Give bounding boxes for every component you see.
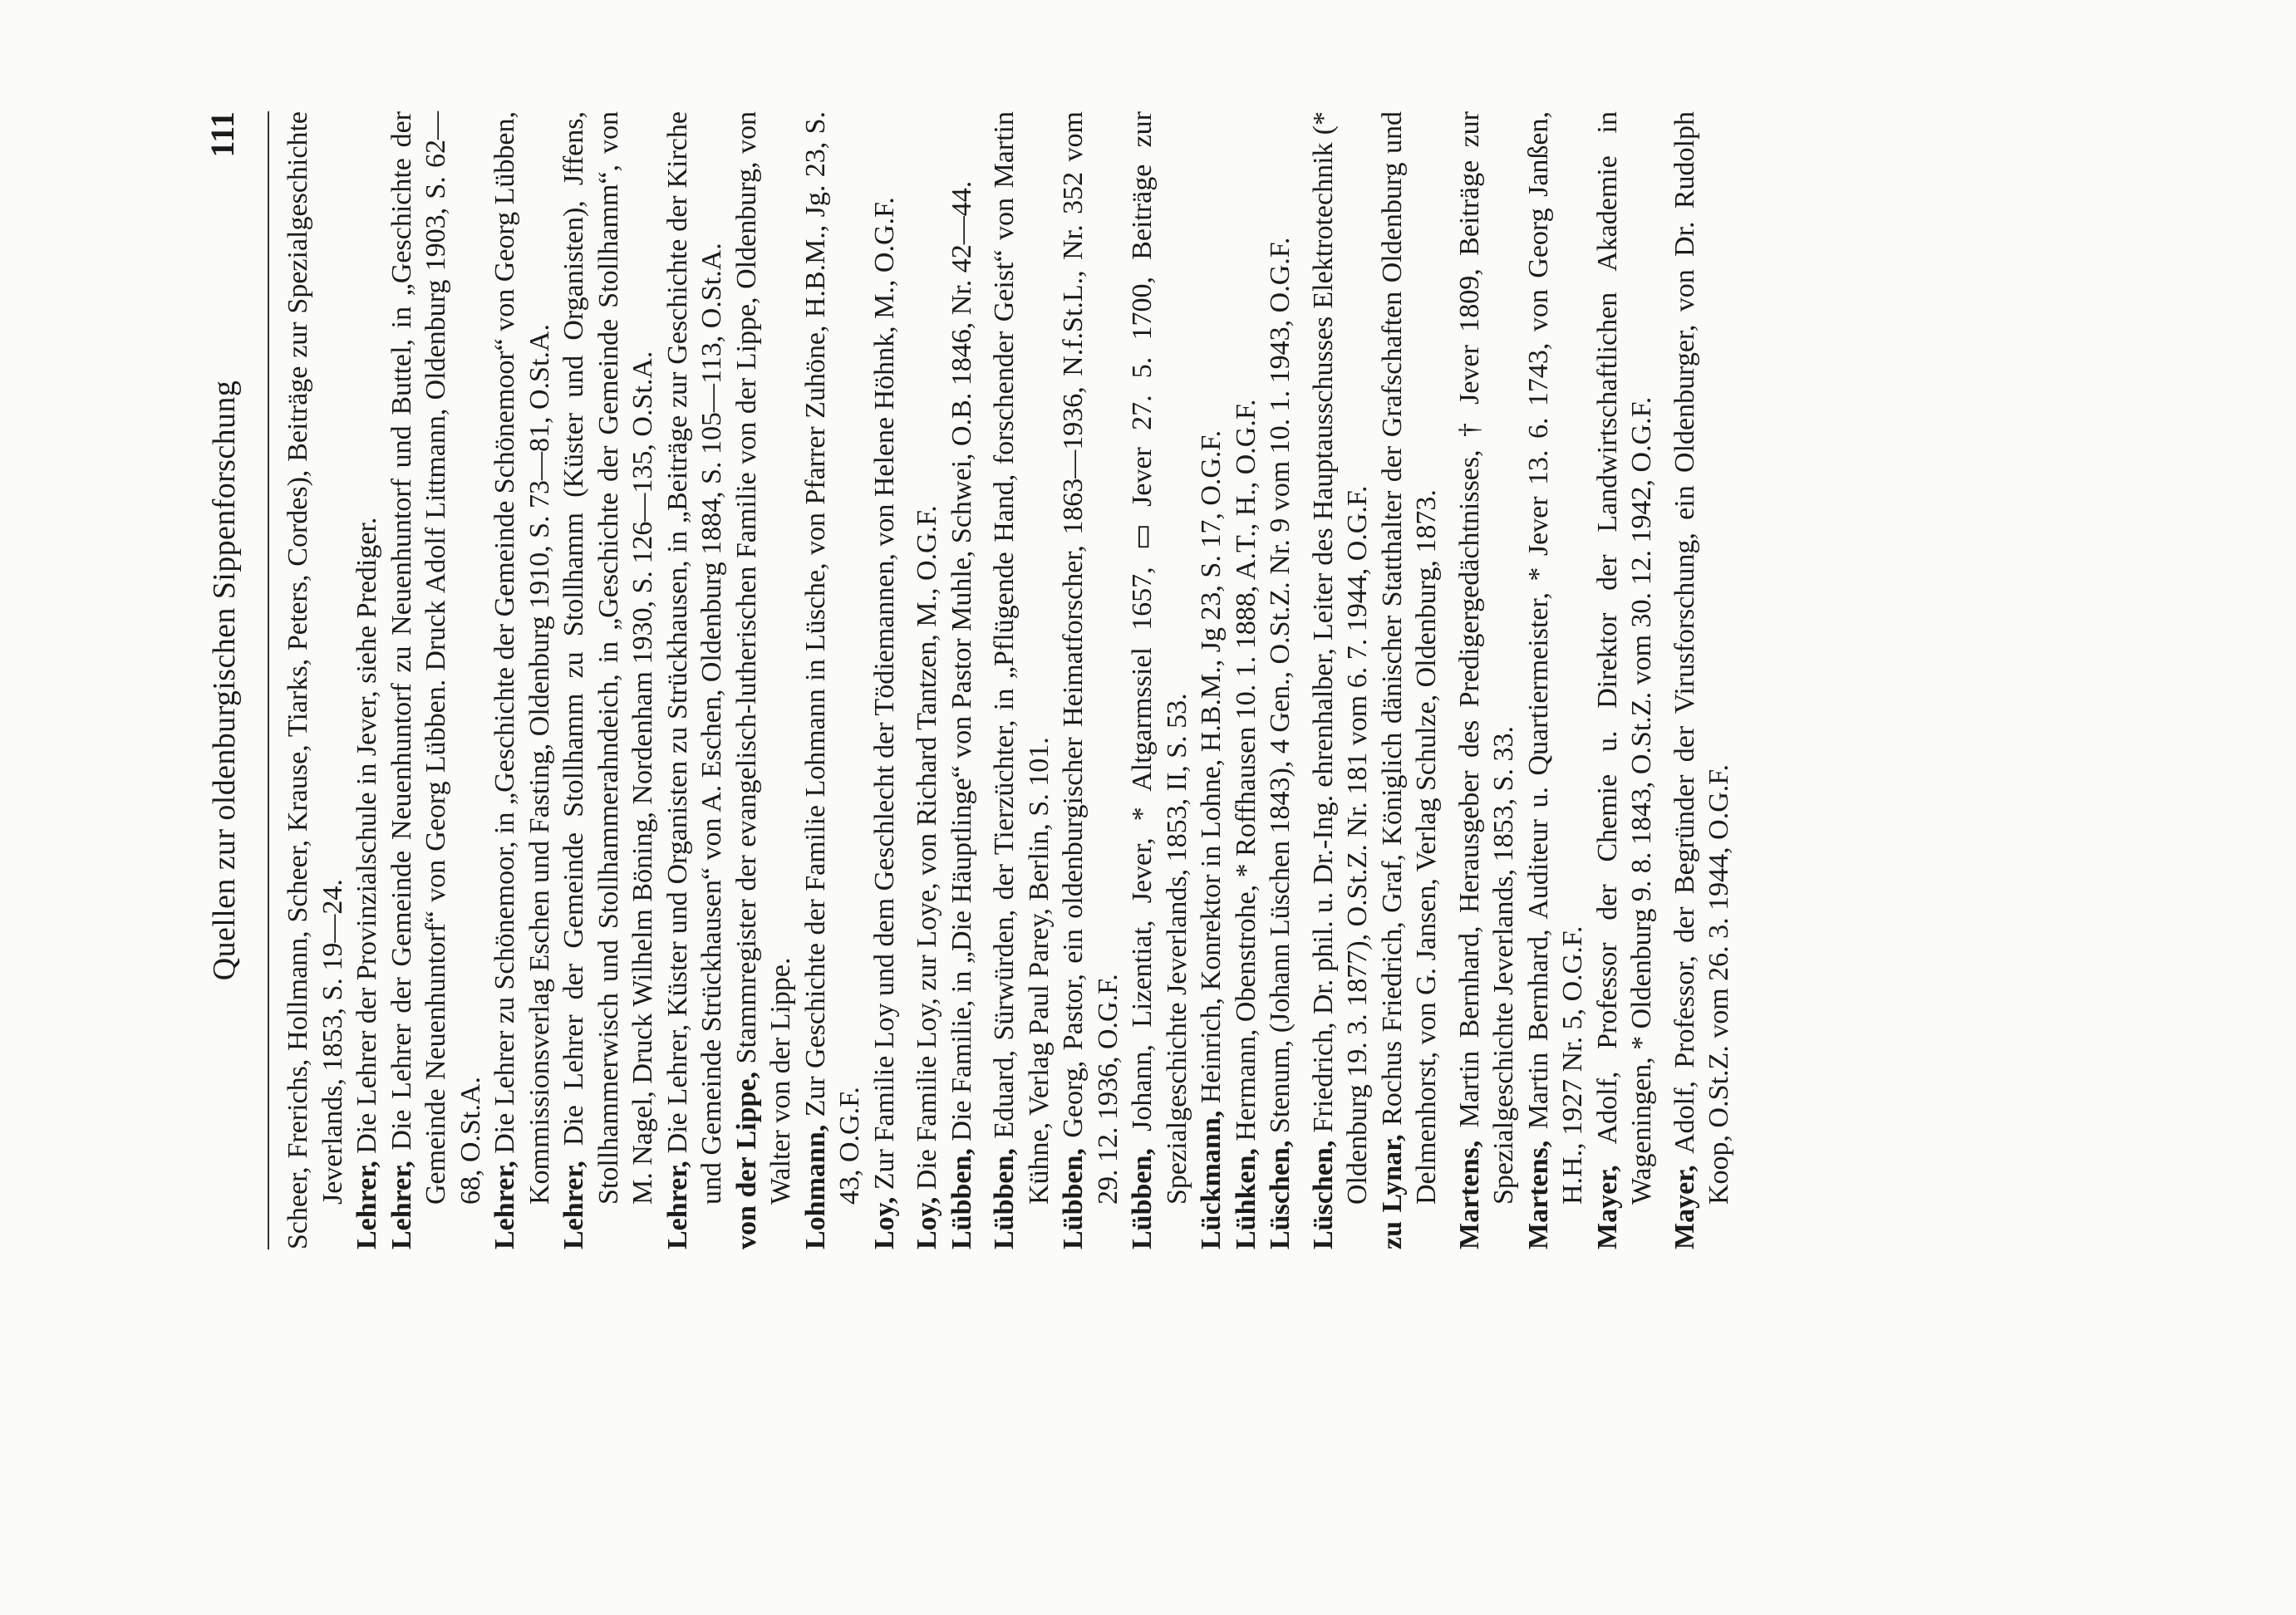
entry-text: Stenum, (Johann Lüschen 1843), 4 Gen., O.St.Z. Nr. 9 vom 10. 1. 1943, O.G.F. xyxy=(1265,237,1295,1141)
entry-lemma: Lehrer, xyxy=(386,1161,417,1249)
entry-text: Die Lehrer, Küster und Organisten zu Strückhausen, in „Beiträge zur Geschichte der Kirche und Gemeinde Strückhausen“ von A. Eschen, Oldenburg 1884, S. 105—113, O.St.A. xyxy=(661,111,727,1205)
entry-lemma: Loy, xyxy=(868,1196,900,1249)
entry-text: Hermann, Obenstrohe, * Roffhausen 10. 1. 1888, A.T., H., O.G.F. xyxy=(1230,399,1261,1149)
running-title: Quellen zur oldenburgischen Sippenforschung xyxy=(207,380,242,981)
bibliography-entry xyxy=(661,111,730,1249)
entry-text: Zur Familie Loy und dem Geschlecht der Tödiemannen, von Helene Höhnk, M., O.G.F. xyxy=(868,197,900,1197)
bibliography-entry xyxy=(945,111,980,1249)
bibliography-entry xyxy=(910,111,945,1249)
bibliography-entry xyxy=(1590,111,1659,1249)
bibliography-list xyxy=(281,111,1737,1249)
entry-lemma: Lüschen, xyxy=(1265,1140,1295,1249)
entry-text: Martin Bernhard, Auditeur u. Quartiermeister, * Jever 13. 6. 1743, von Georg Janßen, H.H., 1927 Nr. 5, O.G.F. xyxy=(1522,111,1588,1205)
bibliography-entry xyxy=(1229,111,1264,1249)
entry-text: Stammregister der evangelisch-lutherischen Familie von der Lippe, Oldenburg, von Walter von der Lippe. xyxy=(730,111,796,1205)
entry-lemma: Lüschen, xyxy=(1307,1140,1339,1249)
bibliography-entry xyxy=(799,111,868,1249)
bibliography-entry xyxy=(987,111,1056,1249)
entry-lemma: Lehrer, xyxy=(661,1161,693,1249)
entry-text: Die Familie, in „Die Häuptlinge“ von Pastor Muhle, Schwei, O.B. 1846, Nr. 42—44. xyxy=(946,180,977,1149)
entry-text: Scheer, Frerichs, Hollmann, Scheer, Krause, Tiarks, Peters, Cordes), Beiträge zur Spezialgeschichte Jeverlands, 1853, S. 19—24. xyxy=(283,111,348,1249)
bibliography-entry xyxy=(730,111,799,1249)
entry-lemma: Martens, xyxy=(1522,1140,1554,1249)
entry-text: Die Lehrer der Gemeinde Stollhamm zu Stollhamm (Küster und Organisten), Jffens, Stollhammerwisch und Stollhammerahndeich, in „Geschichte der Gemeinde Stollhamm“, von M. Nagel, Druck Wilhelm Böning, Nordenham 1930, S. 126—135, O.St.A. xyxy=(558,111,658,1205)
bibliography-entry xyxy=(868,111,902,1249)
bibliography-entry xyxy=(1668,111,1737,1249)
bibliography-entry xyxy=(1194,111,1229,1249)
bibliography-entry xyxy=(488,111,557,1249)
entry-text: Martin Bernhard, Herausgeber des Predigergedächtnisses, † Jever 1809, Beiträge zur Spezialgeschichte Jeverlands, 1853, S. 33. xyxy=(1453,111,1519,1205)
entry-lemma: Mayer, xyxy=(1669,1165,1700,1249)
bibliography-entry xyxy=(1453,111,1522,1249)
entry-text: Heinrich, Konrektor in Lohne, H.B.M., Jg 23, S. 17, O.G.F. xyxy=(1196,430,1227,1111)
running-header xyxy=(206,111,243,1249)
entry-lemma: Lehrer, xyxy=(489,1161,520,1249)
entry-text: Die Lehrer zu Schönemoor, in „Geschichte der Gemeinde Schönemoor“ von Georg Lübben, Kommissionsverlag Eschen und Fasting, Oldenburg 1910, S. 73—81, O.St.A. xyxy=(489,111,555,1205)
entry-text: Rochus Friedrich, Graf, Königlich dänischer Statthalter der Grafschaften Oldenburg und Delmenhorst, von G. Jansen, Verlag Schulze, Oldenburg, 1873. xyxy=(1376,111,1442,1205)
entry-lemma: von der Lippe, xyxy=(730,1071,762,1249)
entry-lemma: Lübben, xyxy=(1058,1148,1089,1249)
entry-lemma: Mayer, xyxy=(1591,1165,1623,1249)
bibliography-entry xyxy=(1522,111,1590,1249)
bibliography-entry xyxy=(281,111,350,1249)
bibliography-entry xyxy=(350,111,385,1249)
bibliography-entry xyxy=(557,111,661,1249)
bibliography-entry xyxy=(1125,111,1194,1249)
entry-lemma: Lehrer, xyxy=(352,1161,382,1249)
entry-text: Adolf, Professor der Chemie u. Direktor der Landwirtschaftlichen Akademie in Wageningen, * Oldenburg 9. 8. 1843, O.St.Z. vom 30. 12. 1942, O.G.F. xyxy=(1591,111,1657,1205)
bibliography-entry xyxy=(385,111,489,1249)
entry-text: Die Lehrer der Gemeinde Neuenhuntorf zu Neuenhuntorf und Buttel, in „Geschichte der Gemeinde Neuenhuntorf“ von Georg Lübben. Druck Adolf Littmann, Oldenburg 1903, S. 62—68, O.St.A. xyxy=(386,111,486,1205)
entry-lemma: Lübben, xyxy=(1127,1148,1158,1249)
entry-lemma: Lübben, xyxy=(989,1148,1020,1249)
bibliography-entry xyxy=(1263,111,1298,1249)
entry-lemma: Lohmann, xyxy=(799,1124,831,1249)
entry-text: Zur Geschichte der Familie Lohmann in Lüsche, von Pfarrer Zuhöne, H.B.M., Jg. 23, S. 43, O.G.F. xyxy=(799,111,865,1205)
bibliography-entry xyxy=(1306,111,1375,1249)
entry-text: Adolf, Professor, der Begründer der Virusforschung, ein Oldenburger, von Dr. Rudolph Koop, O.St.Z. vom 26. 3. 1944, O.G.F. xyxy=(1669,111,1734,1205)
entry-lemma: Loy, xyxy=(912,1196,942,1249)
page-number: 111 xyxy=(204,111,241,158)
entry-text: Die Familie Loy, zur Loye, von Richard Tantzen, M., O.G.F. xyxy=(912,505,942,1197)
bibliography-entry xyxy=(1375,111,1444,1249)
bibliography-entry xyxy=(1056,111,1125,1249)
entry-text: Friedrich, Dr. phil. u. Dr.-Ing. ehrenhalber, Leiter des Hauptausschusses Elektrotechnik (* Oldenburg 19. 3. 1877), O.St.Z. Nr. 181 vom 6. 7. 1944, O.G.F. xyxy=(1307,111,1373,1205)
entry-lemma: Lückmann, xyxy=(1196,1110,1227,1249)
entry-lemma: Martens, xyxy=(1453,1140,1485,1249)
header-rule xyxy=(268,111,269,1249)
entry-text: Georg, Pastor, ein oldenburgischer Heimatforscher, 1863—1936, N.f.St.L., Nr. 352 vom 29. 12. 1936, O.G.F. xyxy=(1058,111,1123,1205)
entry-text: Die Lehrer der Provinzialschule in Jever, siehe Prediger. xyxy=(352,517,382,1161)
entry-text: Johann, Lizentiat, Jever, * Altgarmssiel 1657, ▭ Jever 27. 5. 1700, Beiträge zur Spezialgeschichte Jeverlands, 1853, II, S. 53. xyxy=(1127,111,1192,1205)
entry-lemma: Lühken, xyxy=(1230,1148,1261,1249)
entry-lemma: zu Lynar, xyxy=(1376,1134,1408,1249)
entry-text: Eduard, Sürwürden, der Tierzüchter, in „Pflügende Hand, forschender Geist“ von Martin Kühne, Verlag Paul Parey, Berlin, S. 101. xyxy=(989,111,1055,1205)
entry-lemma: Lehrer, xyxy=(558,1161,589,1249)
entry-lemma: Lübben, xyxy=(946,1148,977,1249)
